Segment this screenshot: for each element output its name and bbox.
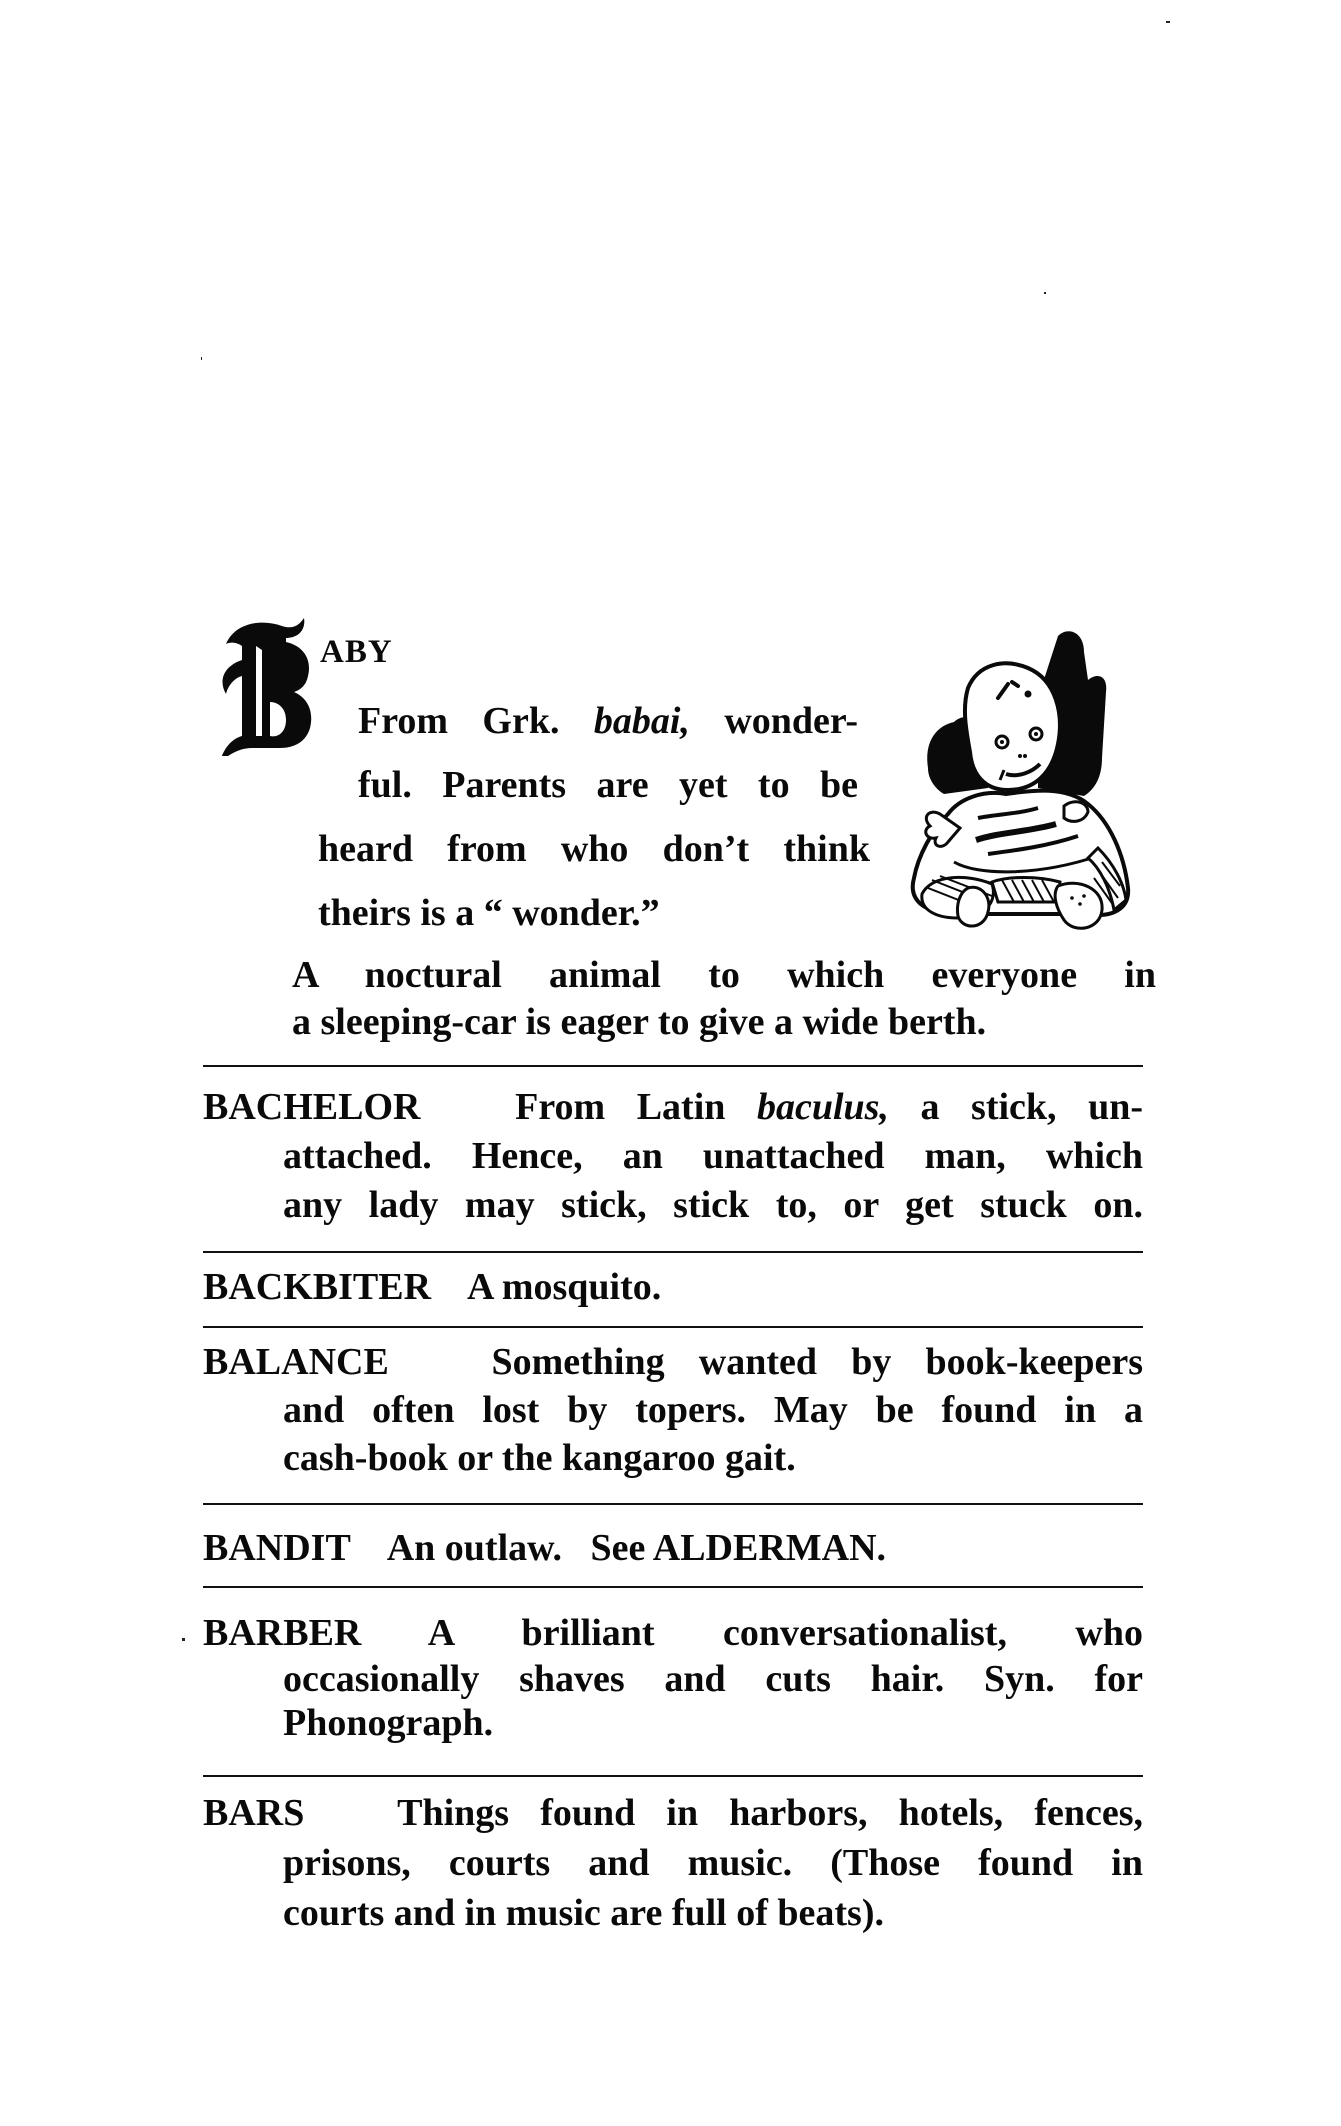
scan-speck: [201, 357, 202, 360]
bachelor-definition-line: [203, 1088, 1143, 1126]
baby-definition-line: theirs is a “ wonder.”: [318, 892, 660, 934]
entry-term-baby-rest: ABY: [320, 634, 393, 670]
baby-definition-line: ful. Parents are yet to be: [358, 764, 858, 806]
definition-text: A brilliant conversationalist, who: [427, 1612, 1143, 1654]
entry-divider: [203, 1775, 1143, 1777]
scan-speck: [182, 1638, 185, 1641]
baby-definition-line: [358, 702, 858, 740]
definition-text: Something wanted by book-keepers: [491, 1341, 1143, 1383]
scan-speck: [1166, 21, 1170, 23]
entry-divider: [203, 1586, 1143, 1588]
entry-divider: [203, 1326, 1143, 1328]
entry-term: BACKBITER: [203, 1266, 432, 1308]
definition-text: From Grk.: [358, 700, 594, 742]
bars-definition-line: courts and in music are full of beats).: [283, 1892, 884, 1934]
baby-illustration: [888, 618, 1150, 938]
barber-definition-line: Phonograph.: [283, 1702, 494, 1744]
bachelor-definition-line: any lady may stick, stick to, or get stuck on.: [283, 1184, 1143, 1226]
barber-definition-line: occasionally shaves and cuts hair. Syn. for: [283, 1658, 1143, 1700]
balance-definition-line: cash-book or the kangaroo gait.: [283, 1437, 796, 1479]
baby-definition-line: a sleeping-car is eager to give a wide berth.: [292, 1001, 987, 1043]
definition-text: Things found in harbors, hotels, fences,: [397, 1792, 1143, 1834]
entry-term: BANDIT: [203, 1527, 351, 1569]
entry-divider: [203, 1065, 1143, 1067]
baby-definition-line: A noctural animal to which everyone in: [292, 954, 1156, 996]
bandit-definition-line: [203, 1529, 886, 1567]
blackletter-dropcap-b: [212, 616, 316, 756]
baby-definition-line: heard from who don’t think: [318, 828, 870, 870]
definition-text: wonder-: [689, 700, 859, 742]
scan-speck: [1044, 292, 1046, 294]
backbiter-definition-line: [203, 1268, 661, 1306]
entry-divider: [203, 1503, 1143, 1505]
entry-term: BARBER: [203, 1612, 362, 1654]
entry-term: BARS: [203, 1792, 305, 1834]
definition-text: An outlaw. See ALDERMAN.: [386, 1527, 887, 1569]
bars-definition-line: prisons, courts and music. (Those found in: [283, 1842, 1143, 1884]
definition-text: From Latin: [515, 1086, 757, 1128]
definition-text: a stick, un-: [888, 1086, 1143, 1128]
bachelor-definition-line: attached. Hence, an unattached man, which: [283, 1135, 1143, 1177]
balance-definition-line: and often lost by topers. May be found in a: [283, 1389, 1143, 1431]
entry-divider: [203, 1251, 1143, 1253]
etymology-word: babai,: [593, 700, 690, 742]
barber-definition-line: [203, 1614, 1143, 1652]
balance-definition-line: [203, 1343, 1143, 1381]
definition-text: A mosquito.: [466, 1266, 662, 1308]
etymology-word: baculus,: [756, 1086, 889, 1128]
bars-definition-line: [203, 1794, 1143, 1832]
entry-term: BACHELOR: [203, 1086, 421, 1128]
entry-term: BALANCE: [203, 1341, 389, 1383]
